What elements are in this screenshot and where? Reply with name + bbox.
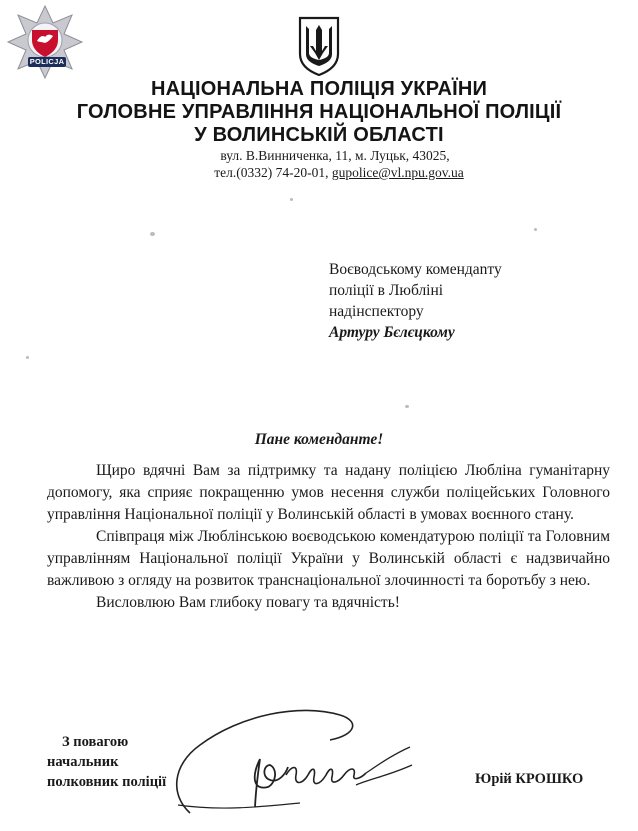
handwritten-signature xyxy=(160,695,430,825)
paragraph-3: Висловлюю Вам глибоку повагу та вдячність! xyxy=(96,594,400,611)
header-line-3: У ВОЛИНСЬКІЙ ОБЛАСТІ xyxy=(194,124,444,146)
header-address: вул. В.Винниченка, 11, м. Луцьк, 43025, xyxy=(220,148,450,163)
recipient-line-3: надінспектору xyxy=(329,303,424,320)
salutation: Пане коменданте! xyxy=(254,431,384,448)
paragraph-2: Співпраця між Люблінською воєводською комендатурою поліції та Головним управлінням Національної поліції України у Волинській області є надзвичайно важливою з огляду на розвиток транснаціональної злочинності та боротьбу з нею. xyxy=(47,528,610,589)
closing-regards: З повагою xyxy=(62,734,129,750)
badge-label: POLICJA xyxy=(29,57,65,66)
letter-body xyxy=(47,460,610,614)
scan-speck xyxy=(150,232,155,236)
recipient-line-2: поліції в Любліні xyxy=(329,282,444,299)
scan-speck xyxy=(290,198,293,201)
scan-speck xyxy=(26,356,29,359)
header-phone: тел.(0332) 74-20-01, xyxy=(214,165,332,180)
coat-of-arms-icon xyxy=(297,16,341,76)
closing-position: начальник xyxy=(47,754,119,770)
closing-rank: полковник поліції xyxy=(47,774,167,790)
header-line-2: ГОЛОВНЕ УПРАВЛІННЯ НАЦІОНАЛЬНОЇ ПОЛІЦІЇ xyxy=(76,101,562,123)
recipient-line-1: Воєводському комендanту xyxy=(329,261,502,278)
signer-name: Юрій КРОШКО xyxy=(475,771,584,787)
header-email-link[interactable]: gupolice@vl.npu.gov.ua xyxy=(331,165,464,180)
scan-speck xyxy=(405,405,409,408)
scan-speck xyxy=(534,228,537,231)
header-line-1: НАЦІОНАЛЬНА ПОЛІЦІЯ УКРАЇНИ xyxy=(150,78,488,100)
header-contacts xyxy=(20,164,638,181)
police-badge-logo xyxy=(6,5,84,79)
recipient-name: Артуру Бєлєцкому xyxy=(329,324,455,341)
paragraph-1: Щиро вдячні Вам за підтримку та надану поліцією Любліна гуманітарну допомогу, яка сприяє покращенню умов несення служби поліцейських Головного управління Національної поліції у Волинській області в умовах воєнного стану. xyxy=(47,462,610,523)
